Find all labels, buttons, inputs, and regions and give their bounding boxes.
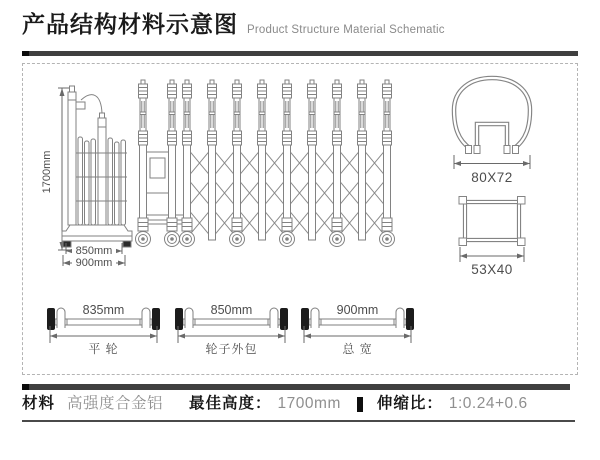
axle-total-width-drawing (300, 298, 415, 360)
crossbar-profile-label: 53X40 (471, 262, 513, 277)
footer-divider-cap (22, 384, 29, 390)
axle-wheel-outer-drawing (174, 298, 289, 360)
rail-profile-label: 80X72 (471, 170, 513, 185)
divider-cap (22, 51, 29, 56)
rail-profile-shape (454, 78, 530, 154)
footer-divider-bar (22, 384, 570, 390)
header-divider-bar (22, 51, 578, 56)
axle-name-label: 总 宽 (342, 342, 373, 356)
body-width-label: 850mm (75, 245, 113, 257)
extended-gate-drawing (135, 75, 445, 260)
height-dimension-label: 1700mm (41, 150, 53, 194)
material-value: 高强度合金铝 (67, 395, 164, 412)
left-wheel (47, 308, 55, 330)
footer-bottom-line (22, 420, 575, 422)
right-bracket (142, 308, 150, 328)
crossbar-profile-shape (459, 197, 525, 246)
page-title: 产品结构材料示意图 (22, 11, 238, 37)
left-wheel (301, 308, 309, 330)
axle-name-label: 平 轮 (88, 342, 119, 356)
crossbar-profile-drawing (445, 192, 550, 280)
right-wheel (280, 308, 288, 330)
right-wheel (152, 308, 160, 330)
separator-bar (357, 397, 363, 412)
rail-dimension (454, 155, 530, 169)
footer-spec-row (22, 391, 578, 417)
axle-flat-wheel-drawing (46, 298, 161, 360)
best-height-label: 最佳高度： (189, 395, 272, 412)
header (22, 10, 578, 40)
ratio-label: 伸缩比： (376, 395, 443, 412)
total-width-label: 900mm (75, 257, 113, 269)
secondary-post (98, 113, 106, 225)
axle-dimension-label: 835mm (82, 303, 125, 317)
rail-profile-drawing (445, 70, 550, 188)
left-bracket (185, 308, 193, 328)
axle-dimension (50, 326, 157, 343)
ratio-value: 1:0.24+0.6 (448, 395, 528, 412)
best-height-value: 1700mm (277, 395, 341, 412)
axle-dimension (178, 326, 285, 343)
axle-dimension-label: 850mm (210, 303, 253, 317)
left-bracket (57, 308, 65, 328)
right-bracket (396, 308, 404, 328)
page-subtitle: Product Structure Material Schematic (247, 23, 445, 36)
axle-dimension-label: 900mm (336, 303, 379, 317)
axle-name-label: 轮子外包 (205, 342, 258, 356)
crossbar-dimension (460, 247, 524, 262)
material-label: 材料 (22, 395, 56, 412)
folded-gate-drawing (30, 75, 140, 275)
left-wheel (175, 308, 183, 330)
control-box (143, 152, 187, 224)
left-bracket (311, 308, 319, 328)
right-bracket (270, 308, 278, 328)
axle-dimension (304, 326, 411, 343)
right-wheel (406, 308, 414, 330)
